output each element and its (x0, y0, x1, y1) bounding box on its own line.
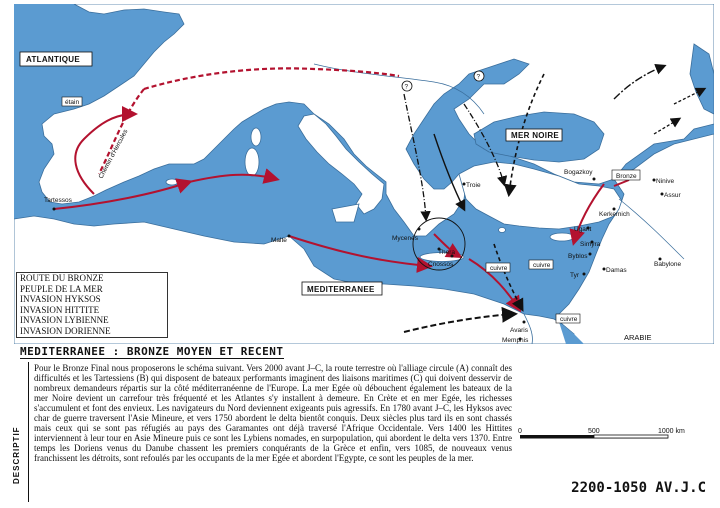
atlantique-label: ATLANTIQUE (26, 55, 80, 64)
map-legend (16, 272, 168, 338)
title-band (14, 344, 714, 360)
legend-label-hyksos: INVASION HYKSOS (20, 294, 101, 304)
place-bogazkoy: Bogazkoy (564, 169, 593, 176)
question-mark-2-text: ? (404, 83, 409, 91)
legend-label-hittite: INVASION HITTITE (20, 304, 100, 315)
question-mark-1-text: ? (476, 73, 481, 81)
place-byblos: Byblos (568, 253, 588, 260)
legend-label-lybienne: INVASION LYBIENNE (20, 315, 109, 325)
place-malte: Malte (271, 237, 287, 244)
legend-label-route: ROUTE DU BRONZE (20, 273, 104, 283)
mediterranee-label: MEDITERRANEE (307, 285, 375, 294)
description-box (28, 362, 512, 502)
scale-tick-0: 0 (518, 428, 522, 435)
arabie-label: ARABIE (624, 333, 652, 342)
date-range: 2200-1050 AV.J.C (571, 480, 706, 496)
island-cyprus (550, 233, 574, 241)
cuivre-label-1: cuivre (490, 265, 508, 272)
place-babylone: Babylone (654, 261, 682, 268)
chemin-label: Chemin d'Hercules (97, 128, 130, 180)
date-box (518, 478, 712, 500)
scale-segment-2 (594, 435, 668, 438)
legend-label-dorienne: INVASION DORIENNE (20, 325, 111, 336)
mer-noire-label: MER NOIRE (511, 131, 560, 140)
place-memphis: Memphis (502, 337, 529, 344)
scale-segment-1 (520, 435, 594, 438)
place-cnossos: Cnossos (428, 261, 454, 268)
legend-row-route (17, 273, 167, 284)
scale-tick-1000: 1000 km (658, 428, 685, 435)
page-title: MEDITERRANEE : BRONZE MOYEN ET RECENT (20, 345, 284, 358)
place-ninive: Ninive (656, 178, 675, 185)
place-kerkemich: Kerkemich (599, 211, 630, 218)
side-label (10, 364, 28, 500)
legend-row-sea (17, 284, 167, 295)
etain-label: étain (65, 99, 80, 106)
place-tartessos: Tartessos (44, 197, 72, 204)
legend-row-lybienne (17, 315, 167, 326)
description-text: Pour le Bronze Final nous proposerons le schéma suivant. Vers 2000 avant J–C, la route terrestre où l'alliage circule (A) connaît des difficultés et les Tartessiens (B) qui disposent de bateaux performants imaginent des liaisons maritimes (C) qui doivent desservir de nombreux demandeurs répartis sur la côté méditerranéenne de l'Europe. La mer Egée où débouchent également les bateaux de la mer Noire devient un carrefour très fréquenté et les Atlantes s'y installent à demeure. En Crète et en mer Egée, les richesses s'accumulent et font des envieux. Les navigateurs du Nord deviennent exigeants puis agressifs. En 1780 avant J–C, les Hyksos avec char de guerre traversent l'Asie Mineure, et vers 1750 abordent le delta bientôt conquis. Deux siècles plus tard ils en sont chassés mais ceux qui se sont pas réfugiés au pays des Garamantes ont déjà traversé l'Afrique Occidentale. Vers 1400 les Hittites interviennent à leur tour en Asie Mineure puis ce sont les Lybiens nomades, en surpopulation, qui abordent le delta vers 1370. Entre temps les Doriens venus du Danube chassent les premiers conquérants de la Grèce et enfin, vers 1085, de nouveaux venus franchissent les détroits, sont refoulés par les occupants de la mer Egée et abordent l'Egypte, ce sont les peuples de la mer. (34, 363, 512, 463)
place-ugarit: Ugarit (574, 226, 592, 233)
place-mycenes: Mycenes (392, 235, 419, 242)
island-sardinia (245, 148, 259, 176)
place-tyr: Tyr (570, 272, 580, 279)
place-damas: Damas (606, 267, 627, 274)
island-balearic (166, 179, 178, 185)
bronze-label: Bronze (616, 173, 637, 180)
place-thera: Thera (438, 249, 455, 256)
legend-row-hyksos (17, 294, 167, 305)
scale-tick-500: 500 (588, 428, 600, 435)
place-troie: Troie (466, 182, 481, 189)
place-avaris: Avaris (510, 327, 528, 334)
place-simyra: Simyra (580, 241, 601, 248)
place-assur: Assur (664, 192, 681, 199)
island-rhodes (499, 228, 506, 233)
cuivre-label-3: cuivre (560, 316, 578, 323)
side-label-text: DESCRIPTIF (12, 426, 21, 484)
legend-row-hittite (17, 305, 167, 316)
scale-bar (518, 424, 698, 456)
legend-label-sea: PEUPLE DE LA MER (20, 283, 103, 294)
island-corsica (251, 128, 261, 146)
cuivre-label-2: cuivre (533, 262, 551, 269)
legend-row-dorienne (17, 326, 167, 337)
